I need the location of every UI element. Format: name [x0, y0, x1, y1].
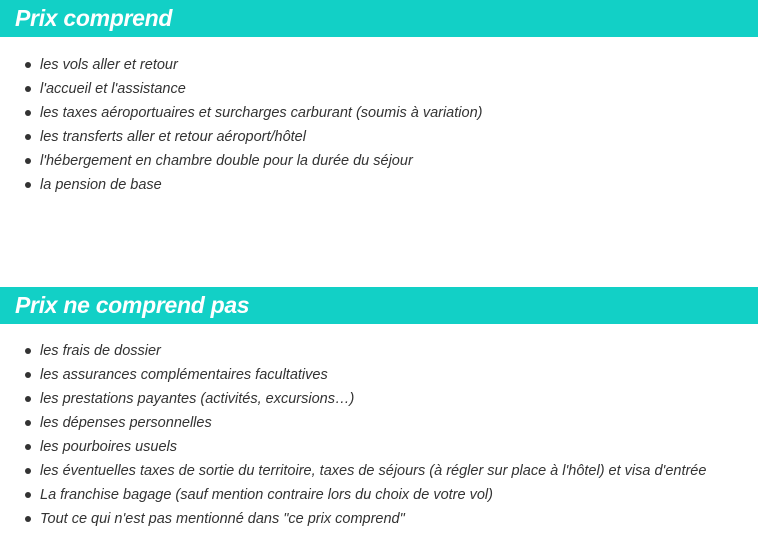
bullet-icon: [25, 396, 31, 402]
bullet-icon: [25, 492, 31, 498]
list-item-text: la pension de base: [40, 177, 162, 193]
excluded-title: Prix ne comprend pas: [15, 292, 250, 318]
list-item: [0, 363, 706, 387]
bullet-icon: [25, 372, 31, 378]
bullet-icon: [25, 62, 31, 68]
list-item: [0, 77, 482, 101]
bullet-icon: [25, 348, 31, 354]
excluded-section: [0, 287, 758, 527]
bullet-icon: [25, 182, 31, 188]
bullet-icon: [25, 110, 31, 116]
list-item: [0, 125, 482, 149]
list-item: [0, 339, 706, 363]
list-item: [0, 53, 482, 77]
list-item: [0, 101, 482, 125]
bullet-icon: [25, 420, 31, 426]
list-item-text: les dépenses personnelles: [40, 415, 212, 431]
list-item: [0, 483, 706, 507]
bullet-icon: [25, 468, 31, 474]
list-item-text: les transferts aller et retour aéroport/hôtel: [40, 129, 306, 145]
list-item: [0, 507, 706, 531]
included-title: Prix comprend: [15, 5, 173, 31]
list-item-text: les pourboires usuels: [40, 439, 178, 455]
list-item-text: Tout ce qui n'est pas mentionné dans "ce prix comprend": [40, 511, 405, 527]
list-item-text: les vols aller et retour: [40, 57, 178, 73]
list-item-text: les prestations payantes (activités, excursions…): [40, 391, 355, 407]
list-item: [0, 173, 482, 197]
bullet-icon: [25, 86, 31, 92]
bullet-icon: [25, 516, 31, 522]
list-item-text: les éventuelles taxes de sortie du territoire, taxes de séjours (à régler sur place à l'hôtel) et visa d'entrée: [40, 463, 707, 479]
list-item: [0, 459, 706, 483]
included-banner: [0, 0, 758, 37]
list-item-text: les frais de dossier: [40, 343, 161, 359]
list-item: [0, 411, 706, 435]
list-item: [0, 149, 482, 173]
excluded-list: [0, 339, 706, 531]
list-item: [0, 435, 706, 459]
bullet-icon: [25, 444, 31, 450]
list-item-text: les taxes aéroportuaires et surcharges carburant (soumis à variation): [40, 105, 483, 121]
list-item-text: l'accueil et l'assistance: [40, 81, 186, 97]
list-item: [0, 387, 706, 411]
bullet-icon: [25, 134, 31, 140]
excluded-banner: [0, 287, 758, 324]
list-item-text: les assurances complémentaires facultatives: [40, 367, 328, 383]
bullet-icon: [25, 158, 31, 164]
included-section: [0, 0, 758, 193]
list-item-text: l'hébergement en chambre double pour la durée du séjour: [40, 153, 413, 169]
list-item-text: La franchise bagage (sauf mention contraire lors du choix de votre vol): [40, 487, 493, 503]
included-list: [0, 53, 482, 197]
